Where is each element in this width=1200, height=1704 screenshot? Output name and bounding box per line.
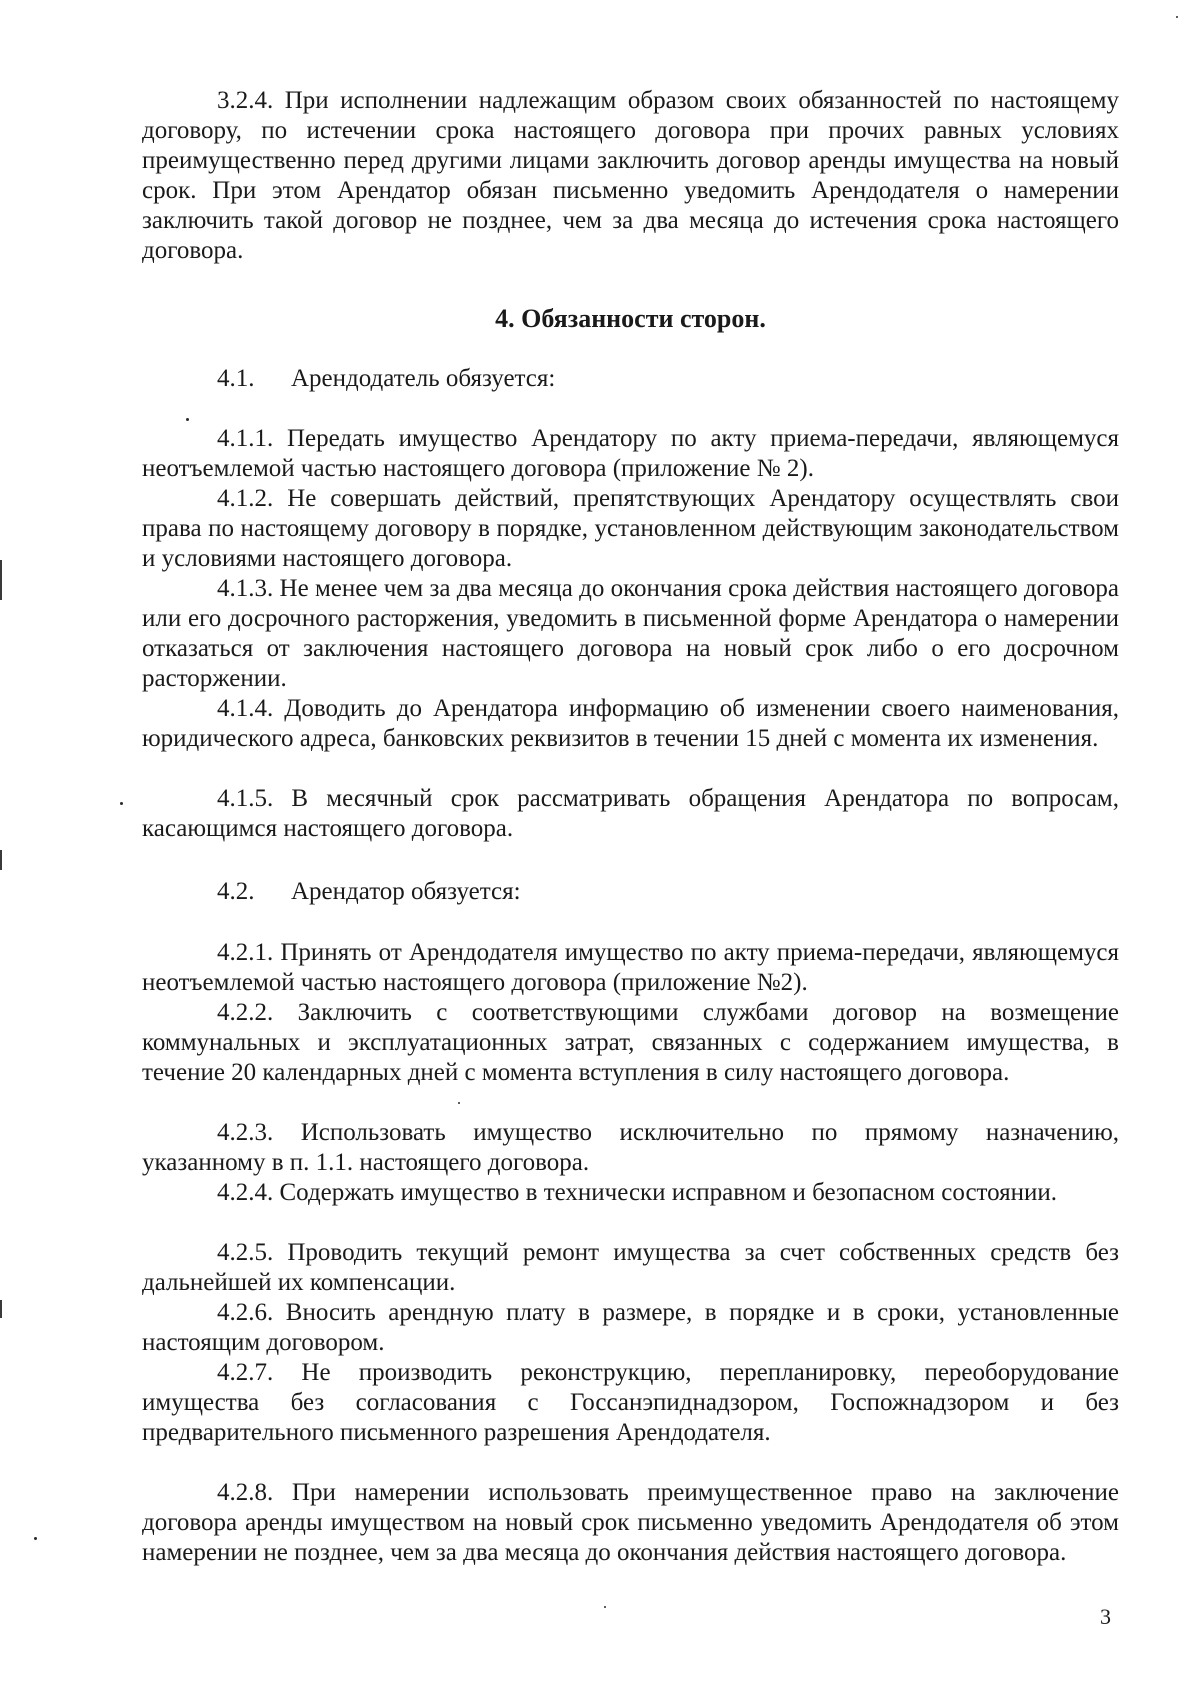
- subsection-label: Арендодатель обязуется:: [291, 365, 556, 392]
- clause-4-1-3: 4.1.3. Не менее чем за два месяца до окончания срока действия настоящего договора или его досрочного расторжения, уведомить в письменной форме Арендатора о намерении отказаться от заключения настоящего договора на новый срок либо о его досрочном расторжении.: [142, 575, 1119, 692]
- clause-4-2-6: 4.2.6. Вносить арендную плату в размере, в порядке и в сроки, установленные настоящим договором.: [142, 1299, 1119, 1356]
- page-number: 3: [1100, 1604, 1111, 1629]
- scan-edge-mark: [0, 850, 2, 870]
- scan-edge-mark: [0, 1300, 2, 1318]
- clause-4-2-2: 4.2.2. Заключить с соответствующими службами договор на возмещение коммунальных и эксплуатационных затрат, связанных с содержанием имущества, в течение 20 календарных дней с момента вступления в силу настоящего договора.: [142, 999, 1119, 1086]
- clause-4-2-7: 4.2.7. Не производить реконструкцию, перепланировку, переоборудование имущества без согласования с Госсанэпиднадзором, Госпожнадзором и без предварительного письменного разрешения Арендодателя.: [142, 1359, 1119, 1446]
- subsection-number: 4.2.: [217, 878, 255, 905]
- clause-4-1-4: 4.1.4. Доводить до Арендатора информацию об изменении своего наименования, юридического адреса, банковских реквизитов в течении 15 дней с момента их изменения.: [142, 695, 1119, 752]
- subsection-number: 4.1.: [217, 365, 255, 392]
- subsection-heading-4-1: [217, 364, 1119, 394]
- scan-speck: [458, 1102, 460, 1104]
- clause-4-2-1: 4.2.1. Принять от Арендодателя имущество по акту приема-передачи, являющемуся неотъемлемой частью настоящего договора (приложение №2).: [142, 939, 1119, 996]
- scan-speck: [604, 1606, 606, 1608]
- subsection-heading-4-2: [217, 877, 1119, 907]
- scan-edge-mark: [0, 560, 2, 600]
- clause-4-1-5: 4.1.5. В месячный срок рассматривать обращения Арендатора по вопросам, касающимся настоящего договора.: [142, 785, 1119, 842]
- scan-speck: [34, 1537, 37, 1540]
- clause-4-2-3: 4.2.3. Использовать имущество исключительно по прямому назначению, указанному в п. 1.1. настоящего договора.: [142, 1119, 1119, 1176]
- clause-4-2-5: 4.2.5. Проводить текущий ремонт имущества за счет собственных средств без дальнейшей их компенсации.: [142, 1239, 1119, 1296]
- clause-4-2-4: 4.2.4. Содержать имущество в технически исправном и безопасном состоянии.: [217, 1179, 1058, 1206]
- scan-speck: [1176, 16, 1178, 18]
- paragraph-3-2-4: 3.2.4. При исполнении надлежащим образом своих обязанностей по настоящему договору, по истечении срока настоящего договора при прочих равных условиях преимущественно перед другими лицами заключить договор аренды имущества на новый срок. При этом Арендатор обязан письменно уведомить Арендодателя о намерении заключить такой договор не позднее, чем за два месяца до истечения срока настоящего договора.: [142, 87, 1119, 264]
- clause-4-1-1: 4.1.1. Передать имущество Арендатору по акту приема-передачи, являющемуся неотъемлемой частью настоящего договора (приложение № 2).: [142, 425, 1119, 482]
- subsection-label: Арендатор обязуется:: [291, 878, 521, 905]
- clause-4-1-2: 4.1.2. Не совершать действий, препятствующих Арендатору осуществлять свои права по настоящему договору в порядке, установленном действующим законодательством и условиями настоящего договора.: [142, 485, 1119, 572]
- scan-speck: [120, 802, 123, 805]
- section-title: 4. Обязанности сторон.: [495, 304, 766, 333]
- clause-4-2-8: 4.2.8. При намерении использовать преимущественное право на заключение договора аренды имуществом на новый срок письменно уведомить Арендодателя об этом намерении не позднее, чем за два месяца до окончания действия настоящего договора.: [142, 1479, 1119, 1566]
- scan-speck: [186, 418, 189, 421]
